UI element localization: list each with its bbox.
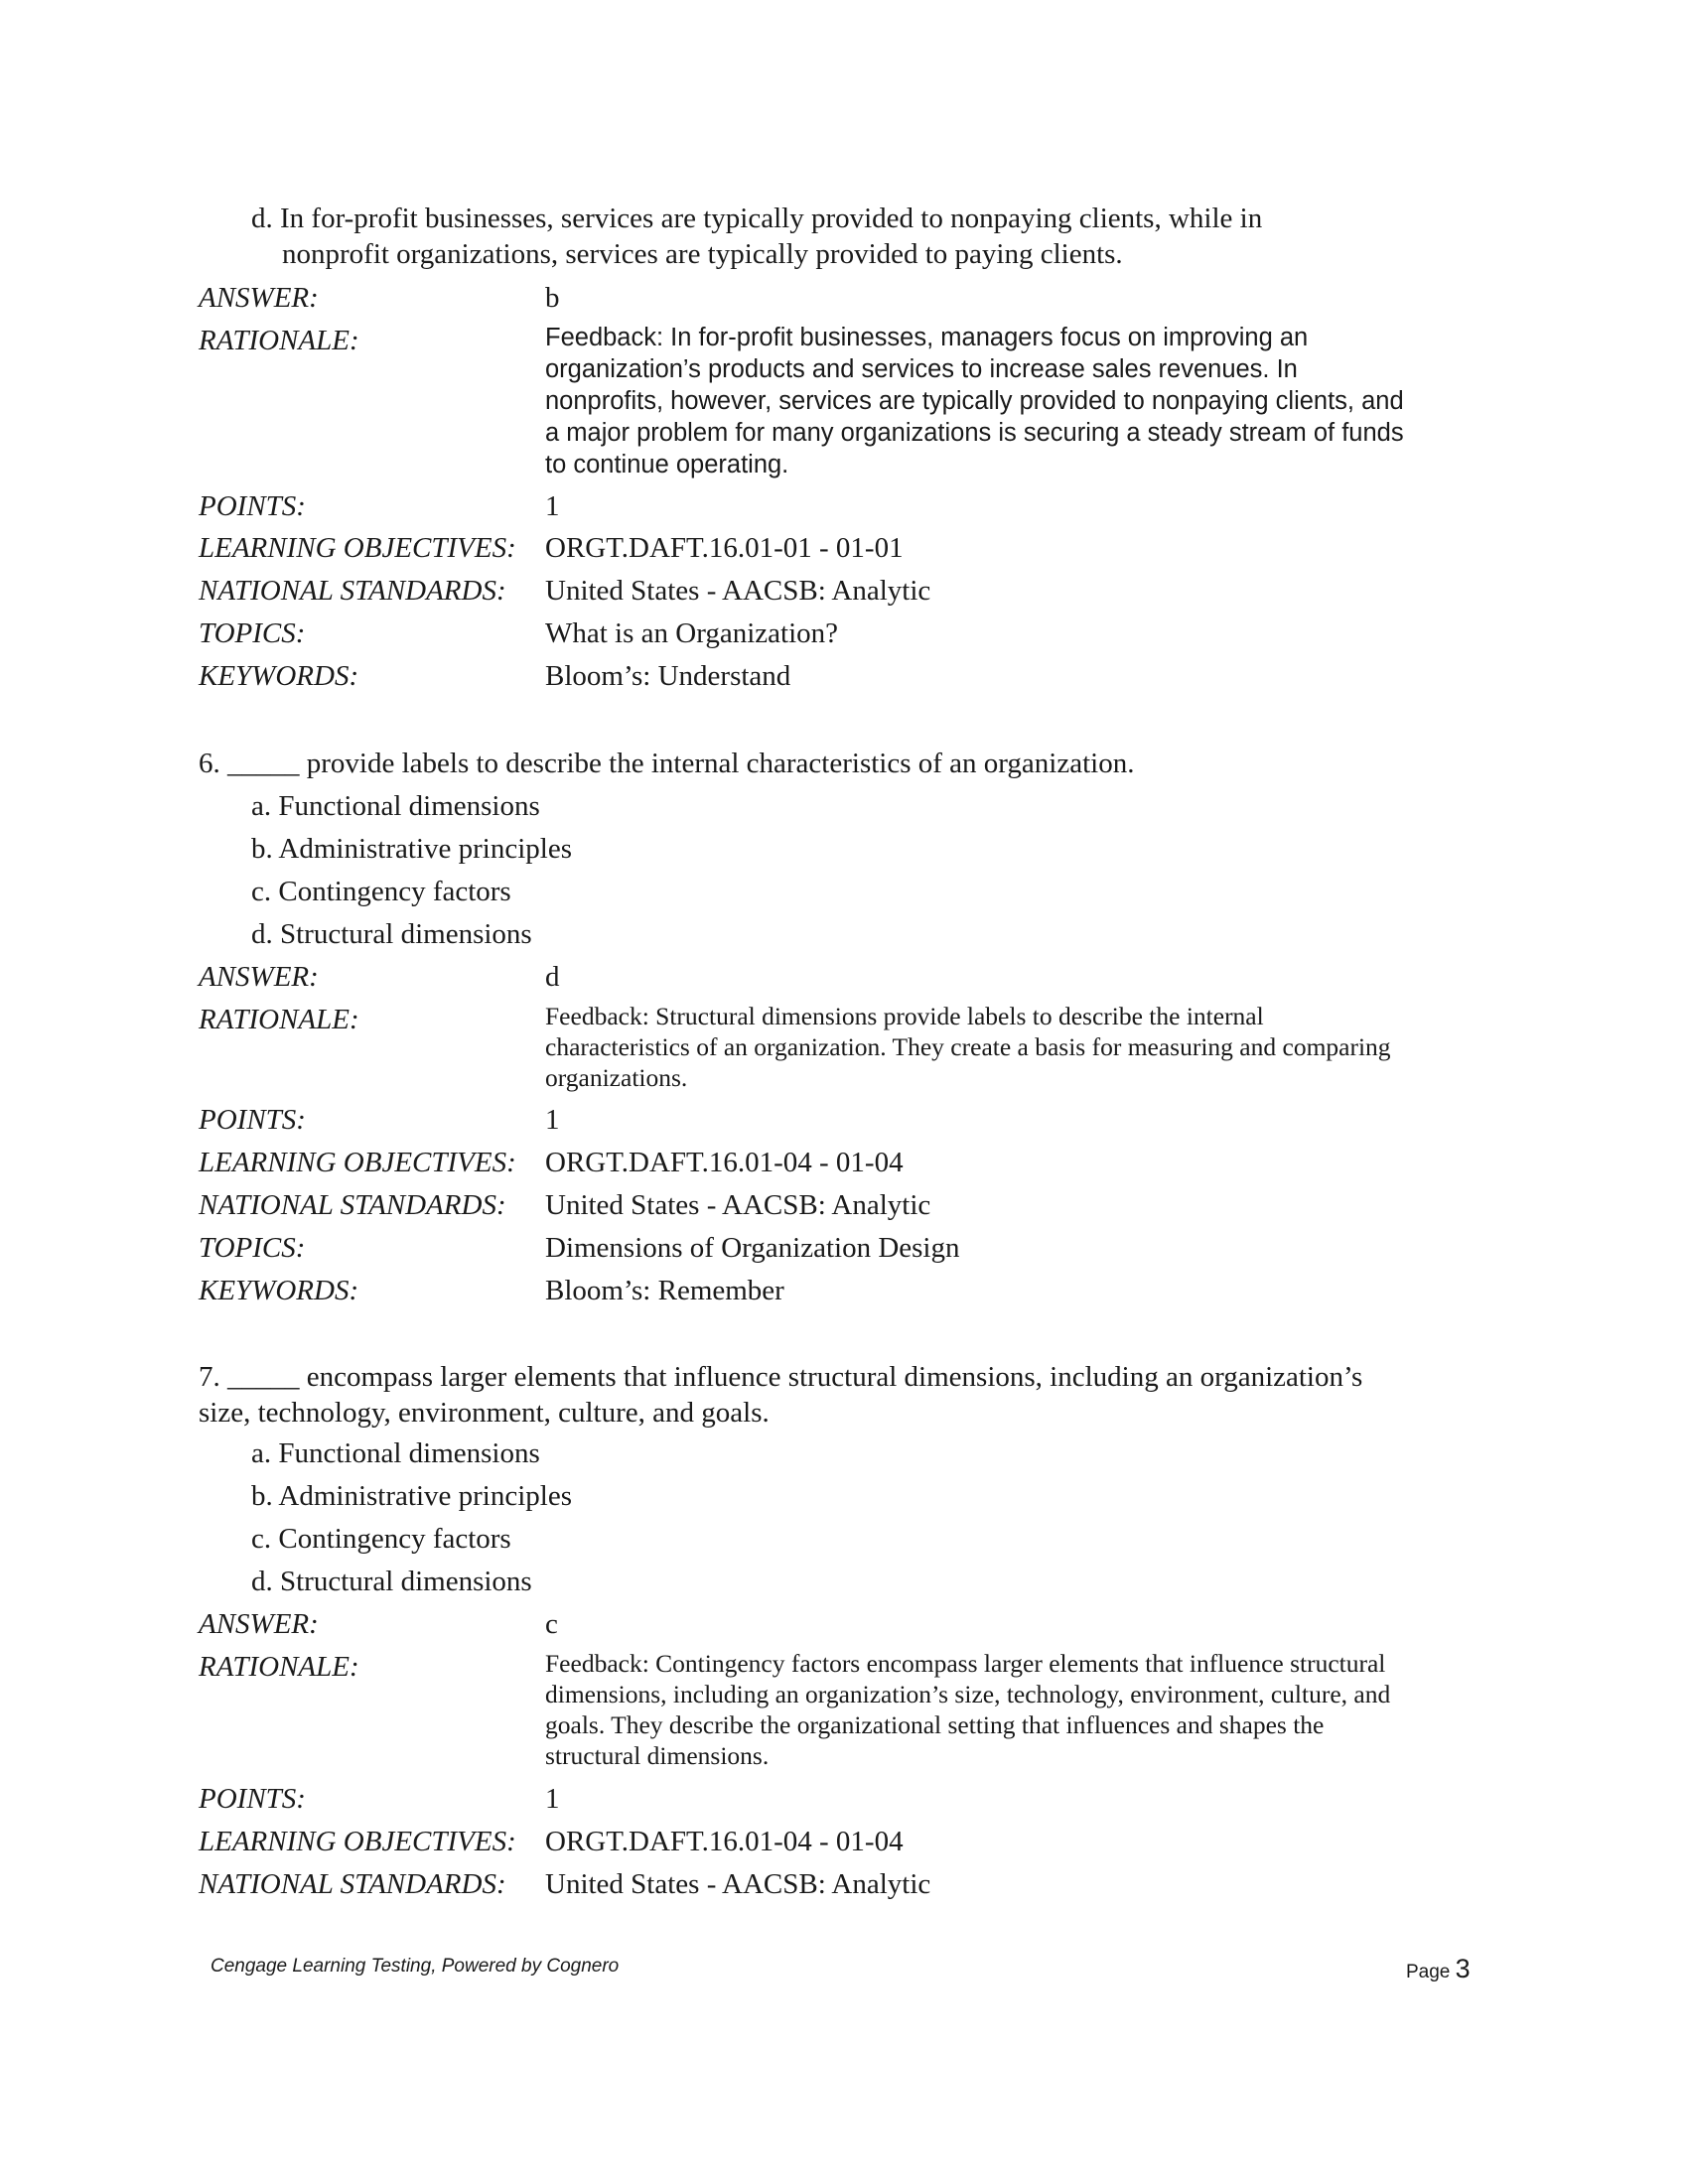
q6-standards-label: NATIONAL STANDARDS: [199,1189,506,1221]
option-d-line2: nonprofit organizations, services are typically provided to paying clients. [282,238,1123,270]
q6-answer-label: ANSWER: [199,961,319,993]
q7-option-b: b. Administrative principles [251,1480,572,1512]
objectives-label: LEARNING OBJECTIVES: [199,532,516,564]
q6-option-c: c. Contingency factors [251,876,511,907]
rationale-line: Feedback: In for-profit businesses, managers focus on improving an [545,324,1309,351]
question-6-stem: 6. _____ provide labels to describe the internal characteristics of an organization. [199,748,1135,779]
standards-value: United States - AACSB: Analytic [545,575,931,607]
q6-standards-value: United States - AACSB: Analytic [545,1189,931,1221]
q7-option-d: d. Structural dimensions [251,1566,532,1597]
q6-objectives-label: LEARNING OBJECTIVES: [199,1147,516,1178]
q6-keywords-label: KEYWORDS: [199,1275,359,1306]
rationale-line: Feedback: Contingency factors encompass larger elements that influence structural [545,1649,1386,1678]
rationale-line: to continue operating. [545,451,789,478]
q6-answer-value: d [545,961,560,993]
q6-rationale-label: RATIONALE: [199,1004,359,1035]
rationale-line: dimensions, including an organization’s size, technology, environment, culture, and [545,1680,1391,1708]
q6-option-b: b. Administrative principles [251,833,572,865]
objectives-value: ORGT.DAFT.16.01-01 - 01-01 [545,532,904,564]
rationale-line: organization’s products and services to increase sales revenues. In [545,355,1298,383]
q6-rationale-text [545,1001,1498,1093]
keywords-label: KEYWORDS: [199,660,359,692]
page-number-value: 3 [1455,1954,1471,1983]
q6-topics-value: Dimensions of Organization Design [545,1232,960,1264]
q6-option-d: d. Structural dimensions [251,918,532,950]
rationale-text [545,322,1498,480]
rationale-line: organizations. [545,1063,688,1092]
q6-points-value: 1 [545,1104,560,1136]
q6-objectives-value: ORGT.DAFT.16.01-04 - 01-04 [545,1147,904,1178]
page-label: Page [1406,1962,1451,1982]
rationale-line: nonprofits, however, services are typically provided to nonpaying clients, and [545,387,1404,415]
rationale-label: RATIONALE: [199,325,359,356]
q7-option-c: c. Contingency factors [251,1523,511,1555]
q7-standards-label: NATIONAL STANDARDS: [199,1868,506,1900]
q7-answer-label: ANSWER: [199,1608,319,1640]
q7-standards-value: United States - AACSB: Analytic [545,1868,931,1900]
rationale-line: goals. They describe the organizational setting that influences and shapes the [545,1710,1325,1739]
answer-label: ANSWER: [199,282,319,314]
q7-answer-value: c [545,1608,558,1640]
rationale-line: a major problem for many organizations is securing a steady stream of funds [545,419,1404,447]
answer-value: b [545,282,560,314]
topics-value: What is an Organization? [545,617,838,649]
page-number [1406,1954,1471,1984]
option-d-line1: d. In for-profit businesses, services are typically provided to nonpaying clients, while in [251,203,1263,234]
q6-option-a: a. Functional dimensions [251,790,540,822]
topics-label: TOPICS: [199,617,306,649]
question-7-stem-line2: size, technology, environment, culture, and goals. [199,1397,770,1429]
standards-label: NATIONAL STANDARDS: [199,575,506,607]
q7-objectives-value: ORGT.DAFT.16.01-04 - 01-04 [545,1826,904,1857]
q7-rationale-text [545,1648,1498,1771]
points-value: 1 [545,490,560,522]
q6-topics-label: TOPICS: [199,1232,306,1264]
q7-rationale-label: RATIONALE: [199,1651,359,1683]
q7-points-label: POINTS: [199,1783,306,1815]
q7-objectives-label: LEARNING OBJECTIVES: [199,1826,516,1857]
q6-points-label: POINTS: [199,1104,306,1136]
q7-option-a: a. Functional dimensions [251,1437,540,1469]
footer-publisher: Cengage Learning Testing, Powered by Cognero [211,1956,620,1977]
keywords-value: Bloom’s: Understand [545,660,791,692]
rationale-line: structural dimensions. [545,1741,770,1770]
rationale-line: characteristics of an organization. They create a basis for measuring and comparing [545,1032,1391,1061]
q6-keywords-value: Bloom’s: Remember [545,1275,784,1306]
rationale-line: Feedback: Structural dimensions provide labels to describe the internal [545,1002,1264,1030]
question-7-stem-line1: 7. _____ encompass larger elements that influence structural dimensions, including an organization’s [199,1361,1363,1393]
points-label: POINTS: [199,490,306,522]
q7-points-value: 1 [545,1783,560,1815]
